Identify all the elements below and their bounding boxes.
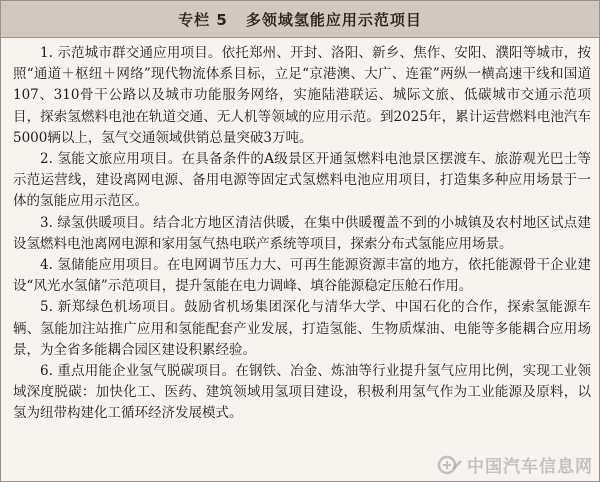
paragraph-city-transport: 1. 示范城市群交通应用项目。依托郑州、开封、洛阳、新乡、焦作、安阳、濮阳等城市，按照“通道＋枢纽＋网络”现代物流体系目标，立足“京港澳、大广、连霍”两纵一横高速干线和国道107、310骨干公路以及城市功能服务网络，实施陆港联运、城际文旅、低碳城市交通示范项目，探索氢燃料电池在轨道交通、无人机等领域的应用示范。到2025年，累计运营燃料电池汽车5000辆以上，氢气交通领域供销总量突破3万吨。 [13,45,591,146]
watermark-text: 中国汽车信息网 [467,457,593,477]
paragraph-green-heating: 3. 绿氢供暖项目。结合北方地区清洁供暖，在集中供暖覆盖不到的小城镇及农村地区试点建设氢燃料电池离网电源和家用氢气热电联产系统等项目，探索分布式氢能应用场景。 [13,214,591,252]
panel-title: 多领域氢能应用示范项目 [245,10,422,29]
panel-header [1,1,599,38]
paragraph-industrial-decarbonization: 6. 重点用能企业氢气脱碳项目。在钢铁、冶金、炼油等行业提升氢气应用比例，实现工业领域深度脱碳：加快化工、医药、建筑领域用氢项目建设，积极利用氢气作为工业能源及原料，以氢为纽带构建化工循环经济发展模式。 [13,363,591,422]
paragraph-green-airport: 5. 新郑绿色机场项目。鼓励省机场集团深化与清华大学、中国石化的合作，探索氢能源车辆、氢能加注站推广应用和氢能配套产业发展，打造氢能、生物质煤油、电能等多能耦合应用场景，为全省多能耦合园区建设积累经验。 [13,299,591,358]
paragraph-cultural-tourism: 2. 氢能文旅应用项目。在具备条件的A级景区开通氢燃料电池景区摆渡车、旅游观光巴士等示范运营线，建设离网电源、备用电源等固定式氢燃料电池应用项目，打造集多种应用场景于一体的氢能应用示范区。 [13,151,591,210]
paragraph-energy-storage: 4. 氢储能应用项目。在电网调节压力大、可再生能源资源丰富的地方，依托能源骨干企业建设“风光水氢储”示范项目，提升氢能在电力调峰、填谷能源稳定压舱石作用。 [13,257,591,295]
watermark [437,452,593,477]
column-label: 专栏 5 [178,10,228,29]
car-logo-icon [437,455,463,475]
panel-content [13,43,591,425]
